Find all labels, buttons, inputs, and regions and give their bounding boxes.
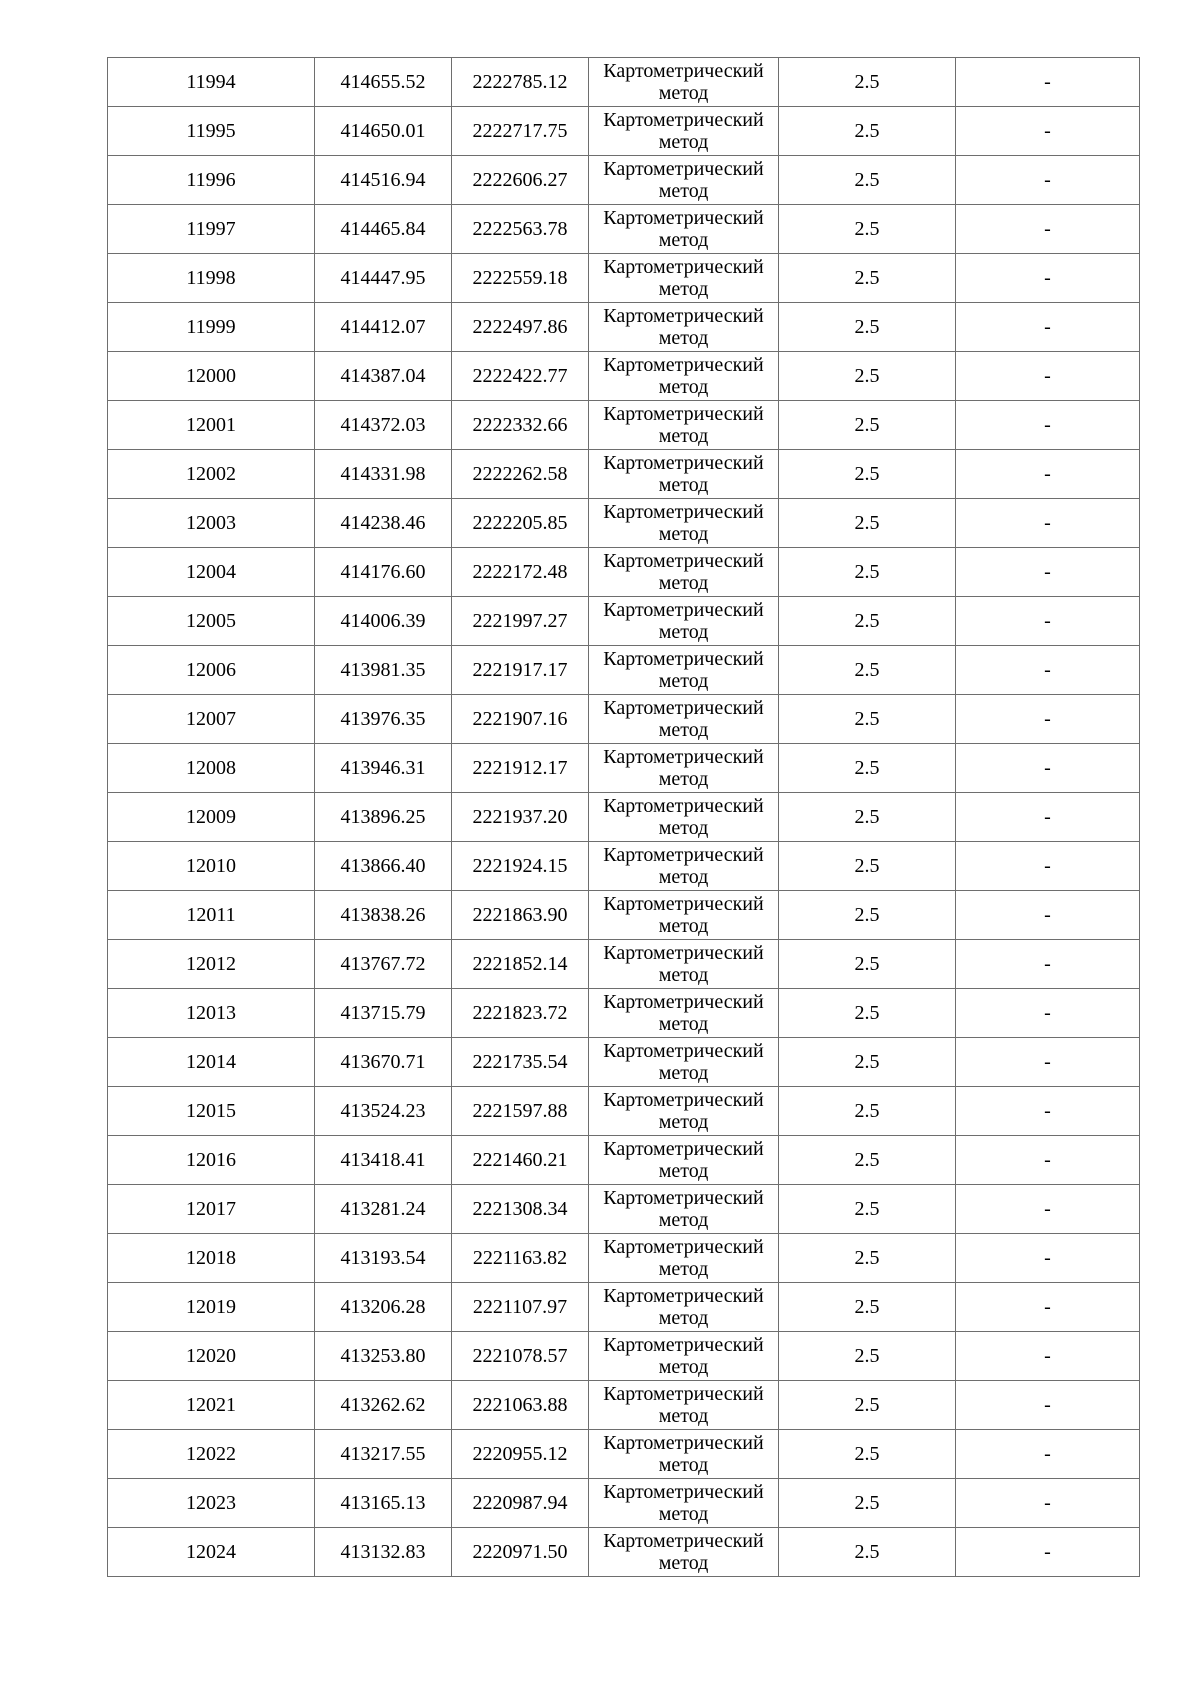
- method-line-1: Картометрический: [603, 795, 764, 817]
- accuracy-cell: 2.5: [779, 156, 956, 205]
- method-line-1: Картометрический: [603, 501, 764, 523]
- x-coordinate-cell: 414655.52: [315, 58, 452, 107]
- point-number-cell: 12023: [108, 1479, 315, 1528]
- method-line-1: Картометрический: [603, 452, 764, 474]
- point-number-cell: 12019: [108, 1283, 315, 1332]
- method-cell: [589, 597, 779, 646]
- point-number-cell: 12001: [108, 401, 315, 450]
- point-number-cell: 12000: [108, 352, 315, 401]
- method-line-1: Картометрический: [603, 1187, 764, 1209]
- method-line-2: метод: [658, 670, 709, 692]
- point-number-cell: 12018: [108, 1234, 315, 1283]
- accuracy-cell: 2.5: [779, 499, 956, 548]
- x-coordinate-cell: 414387.04: [315, 352, 452, 401]
- method-line-1: Картометрический: [603, 109, 764, 131]
- method-cell: [589, 450, 779, 499]
- y-coordinate-cell: 2221163.82: [452, 1234, 589, 1283]
- note-cell: -: [956, 205, 1140, 254]
- method-line-1: Картометрический: [603, 1285, 764, 1307]
- table-row: [108, 401, 1140, 450]
- method-line-1: Картометрический: [603, 844, 764, 866]
- x-coordinate-cell: 414412.07: [315, 303, 452, 352]
- point-number-cell: 12011: [108, 891, 315, 940]
- method-line-2: метод: [658, 768, 709, 790]
- point-number-cell: 12002: [108, 450, 315, 499]
- table-row: [108, 1136, 1140, 1185]
- method-line-2: метод: [658, 229, 709, 251]
- accuracy-cell: 2.5: [779, 352, 956, 401]
- method-line-1: Картометрический: [603, 599, 764, 621]
- accuracy-cell: 2.5: [779, 695, 956, 744]
- y-coordinate-cell: 2221823.72: [452, 989, 589, 1038]
- method-line-1: Картометрический: [603, 746, 764, 768]
- method-line-2: метод: [658, 1062, 709, 1084]
- method-line-1: Картометрический: [603, 1138, 764, 1160]
- method-cell: [589, 1283, 779, 1332]
- method-line-2: метод: [658, 327, 709, 349]
- method-cell: [589, 548, 779, 597]
- method-line-2: метод: [658, 1356, 709, 1378]
- x-coordinate-cell: 413206.28: [315, 1283, 452, 1332]
- point-number-cell: 12020: [108, 1332, 315, 1381]
- method-line-1: Картометрический: [603, 1481, 764, 1503]
- x-coordinate-cell: 413524.23: [315, 1087, 452, 1136]
- accuracy-cell: 2.5: [779, 1332, 956, 1381]
- x-coordinate-cell: 413217.55: [315, 1430, 452, 1479]
- accuracy-cell: 2.5: [779, 254, 956, 303]
- table-row: [108, 1038, 1140, 1087]
- accuracy-cell: 2.5: [779, 450, 956, 499]
- point-number-cell: 11996: [108, 156, 315, 205]
- accuracy-cell: 2.5: [779, 597, 956, 646]
- method-cell: [589, 156, 779, 205]
- method-cell: [589, 744, 779, 793]
- accuracy-cell: 2.5: [779, 744, 956, 793]
- accuracy-cell: 2.5: [779, 989, 956, 1038]
- table-row: [108, 842, 1140, 891]
- point-number-cell: 12014: [108, 1038, 315, 1087]
- y-coordinate-cell: 2221863.90: [452, 891, 589, 940]
- x-coordinate-cell: 413418.41: [315, 1136, 452, 1185]
- point-number-cell: 12005: [108, 597, 315, 646]
- x-coordinate-cell: 413165.13: [315, 1479, 452, 1528]
- method-cell: [589, 499, 779, 548]
- y-coordinate-cell: 2222332.66: [452, 401, 589, 450]
- x-coordinate-cell: 413976.35: [315, 695, 452, 744]
- note-cell: -: [956, 499, 1140, 548]
- method-line-2: метод: [658, 1013, 709, 1035]
- method-line-1: Картометрический: [603, 1383, 764, 1405]
- method-line-1: Картометрический: [603, 305, 764, 327]
- note-cell: -: [956, 744, 1140, 793]
- method-cell: [589, 940, 779, 989]
- method-cell: [589, 352, 779, 401]
- note-cell: -: [956, 401, 1140, 450]
- coordinates-table: [107, 57, 1140, 1577]
- point-number-cell: 12010: [108, 842, 315, 891]
- point-number-cell: 12007: [108, 695, 315, 744]
- accuracy-cell: 2.5: [779, 107, 956, 156]
- note-cell: -: [956, 1087, 1140, 1136]
- method-cell: [589, 303, 779, 352]
- accuracy-cell: 2.5: [779, 793, 956, 842]
- accuracy-cell: 2.5: [779, 1479, 956, 1528]
- method-cell: [589, 107, 779, 156]
- method-line-2: метод: [658, 376, 709, 398]
- method-cell: [589, 58, 779, 107]
- x-coordinate-cell: 413838.26: [315, 891, 452, 940]
- x-coordinate-cell: 413715.79: [315, 989, 452, 1038]
- table-row: [108, 597, 1140, 646]
- method-line-1: Картометрический: [603, 648, 764, 670]
- method-line-2: метод: [658, 1454, 709, 1476]
- table-row: [108, 303, 1140, 352]
- method-line-1: Картометрический: [603, 991, 764, 1013]
- y-coordinate-cell: 2222785.12: [452, 58, 589, 107]
- method-line-1: Картометрический: [603, 158, 764, 180]
- method-line-1: Картометрический: [603, 550, 764, 572]
- table-row: [108, 107, 1140, 156]
- table-row: [108, 58, 1140, 107]
- table-row: [108, 254, 1140, 303]
- y-coordinate-cell: 2221937.20: [452, 793, 589, 842]
- x-coordinate-cell: 413132.83: [315, 1528, 452, 1577]
- point-number-cell: 12004: [108, 548, 315, 597]
- table-row: [108, 1185, 1140, 1234]
- note-cell: -: [956, 156, 1140, 205]
- method-cell: [589, 205, 779, 254]
- x-coordinate-cell: 413981.35: [315, 646, 452, 695]
- y-coordinate-cell: 2222262.58: [452, 450, 589, 499]
- table-row: [108, 1234, 1140, 1283]
- accuracy-cell: 2.5: [779, 58, 956, 107]
- note-cell: -: [956, 107, 1140, 156]
- x-coordinate-cell: 413896.25: [315, 793, 452, 842]
- note-cell: -: [956, 1479, 1140, 1528]
- x-coordinate-cell: 413767.72: [315, 940, 452, 989]
- table-row: [108, 499, 1140, 548]
- note-cell: -: [956, 1283, 1140, 1332]
- x-coordinate-cell: 414006.39: [315, 597, 452, 646]
- point-number-cell: 12016: [108, 1136, 315, 1185]
- y-coordinate-cell: 2221107.97: [452, 1283, 589, 1332]
- x-coordinate-cell: 413946.31: [315, 744, 452, 793]
- y-coordinate-cell: 2221924.15: [452, 842, 589, 891]
- method-cell: [589, 891, 779, 940]
- method-line-2: метод: [658, 572, 709, 594]
- method-line-1: Картометрический: [603, 403, 764, 425]
- point-number-cell: 11999: [108, 303, 315, 352]
- table-row: [108, 1381, 1140, 1430]
- method-line-1: Картометрический: [603, 893, 764, 915]
- note-cell: -: [956, 842, 1140, 891]
- accuracy-cell: 2.5: [779, 1430, 956, 1479]
- method-line-2: метод: [658, 523, 709, 545]
- y-coordinate-cell: 2221460.21: [452, 1136, 589, 1185]
- y-coordinate-cell: 2222497.86: [452, 303, 589, 352]
- method-line-2: метод: [658, 278, 709, 300]
- method-line-2: метод: [658, 1405, 709, 1427]
- method-line-1: Картометрический: [603, 256, 764, 278]
- note-cell: -: [956, 1381, 1140, 1430]
- note-cell: -: [956, 1185, 1140, 1234]
- note-cell: -: [956, 891, 1140, 940]
- note-cell: -: [956, 303, 1140, 352]
- point-number-cell: 12024: [108, 1528, 315, 1577]
- method-line-2: метод: [658, 866, 709, 888]
- method-line-2: метод: [658, 474, 709, 496]
- note-cell: -: [956, 1038, 1140, 1087]
- method-cell: [589, 1430, 779, 1479]
- coordinates-table-body: [108, 58, 1140, 1577]
- y-coordinate-cell: 2220955.12: [452, 1430, 589, 1479]
- table-row: [108, 1479, 1140, 1528]
- table-row: [108, 646, 1140, 695]
- method-line-1: Картометрический: [603, 1089, 764, 1111]
- method-line-1: Картометрический: [603, 697, 764, 719]
- method-cell: [589, 1381, 779, 1430]
- x-coordinate-cell: 414516.94: [315, 156, 452, 205]
- x-coordinate-cell: 413253.80: [315, 1332, 452, 1381]
- method-line-2: метод: [658, 1258, 709, 1280]
- table-row: [108, 548, 1140, 597]
- method-line-2: метод: [658, 1160, 709, 1182]
- method-line-2: метод: [658, 1111, 709, 1133]
- table-row: [108, 1283, 1140, 1332]
- accuracy-cell: 2.5: [779, 842, 956, 891]
- accuracy-cell: 2.5: [779, 1283, 956, 1332]
- point-number-cell: 12012: [108, 940, 315, 989]
- point-number-cell: 12003: [108, 499, 315, 548]
- method-cell: [589, 793, 779, 842]
- note-cell: -: [956, 1430, 1140, 1479]
- method-line-2: метод: [658, 915, 709, 937]
- method-line-2: метод: [658, 817, 709, 839]
- y-coordinate-cell: 2221735.54: [452, 1038, 589, 1087]
- method-line-1: Картометрический: [603, 942, 764, 964]
- method-cell: [589, 254, 779, 303]
- point-number-cell: 12013: [108, 989, 315, 1038]
- table-row: [108, 940, 1140, 989]
- x-coordinate-cell: 413193.54: [315, 1234, 452, 1283]
- point-number-cell: 12015: [108, 1087, 315, 1136]
- table-row: [108, 352, 1140, 401]
- y-coordinate-cell: 2222717.75: [452, 107, 589, 156]
- table-row: [108, 205, 1140, 254]
- y-coordinate-cell: 2221078.57: [452, 1332, 589, 1381]
- method-line-1: Картометрический: [603, 1530, 764, 1552]
- method-line-1: Картометрический: [603, 207, 764, 229]
- accuracy-cell: 2.5: [779, 1087, 956, 1136]
- note-cell: -: [956, 352, 1140, 401]
- accuracy-cell: 2.5: [779, 303, 956, 352]
- table-row: [108, 450, 1140, 499]
- method-line-1: Картометрический: [603, 1236, 764, 1258]
- note-cell: -: [956, 695, 1140, 744]
- table-row: [108, 1528, 1140, 1577]
- y-coordinate-cell: 2221912.17: [452, 744, 589, 793]
- note-cell: -: [956, 1332, 1140, 1381]
- y-coordinate-cell: 2221997.27: [452, 597, 589, 646]
- method-cell: [589, 842, 779, 891]
- table-row: [108, 1087, 1140, 1136]
- y-coordinate-cell: 2220971.50: [452, 1528, 589, 1577]
- x-coordinate-cell: 413670.71: [315, 1038, 452, 1087]
- y-coordinate-cell: 2221597.88: [452, 1087, 589, 1136]
- note-cell: -: [956, 793, 1140, 842]
- point-number-cell: 11994: [108, 58, 315, 107]
- point-number-cell: 12021: [108, 1381, 315, 1430]
- accuracy-cell: 2.5: [779, 1234, 956, 1283]
- note-cell: -: [956, 58, 1140, 107]
- point-number-cell: 11995: [108, 107, 315, 156]
- accuracy-cell: 2.5: [779, 1136, 956, 1185]
- x-coordinate-cell: 414176.60: [315, 548, 452, 597]
- y-coordinate-cell: 2222422.77: [452, 352, 589, 401]
- y-coordinate-cell: 2221907.16: [452, 695, 589, 744]
- method-cell: [589, 401, 779, 450]
- method-line-2: метод: [658, 131, 709, 153]
- method-cell: [589, 989, 779, 1038]
- method-cell: [589, 1528, 779, 1577]
- method-line-2: метод: [658, 621, 709, 643]
- x-coordinate-cell: 414331.98: [315, 450, 452, 499]
- method-line-2: метод: [658, 1503, 709, 1525]
- table-row: [108, 156, 1140, 205]
- accuracy-cell: 2.5: [779, 1038, 956, 1087]
- method-line-2: метод: [658, 180, 709, 202]
- y-coordinate-cell: 2222559.18: [452, 254, 589, 303]
- table-row: [108, 891, 1140, 940]
- method-line-1: Картометрический: [603, 1334, 764, 1356]
- accuracy-cell: 2.5: [779, 548, 956, 597]
- accuracy-cell: 2.5: [779, 205, 956, 254]
- note-cell: -: [956, 254, 1140, 303]
- method-cell: [589, 646, 779, 695]
- method-line-1: Картометрический: [603, 354, 764, 376]
- table-row: [108, 695, 1140, 744]
- y-coordinate-cell: 2221917.17: [452, 646, 589, 695]
- method-line-2: метод: [658, 1209, 709, 1231]
- table-row: [108, 1430, 1140, 1479]
- x-coordinate-cell: 414650.01: [315, 107, 452, 156]
- accuracy-cell: 2.5: [779, 646, 956, 695]
- x-coordinate-cell: 413262.62: [315, 1381, 452, 1430]
- x-coordinate-cell: 413281.24: [315, 1185, 452, 1234]
- y-coordinate-cell: 2222563.78: [452, 205, 589, 254]
- note-cell: -: [956, 597, 1140, 646]
- y-coordinate-cell: 2222205.85: [452, 499, 589, 548]
- method-line-2: метод: [658, 964, 709, 986]
- point-number-cell: 12022: [108, 1430, 315, 1479]
- y-coordinate-cell: 2222172.48: [452, 548, 589, 597]
- note-cell: -: [956, 989, 1140, 1038]
- accuracy-cell: 2.5: [779, 401, 956, 450]
- note-cell: -: [956, 646, 1140, 695]
- point-number-cell: 11998: [108, 254, 315, 303]
- accuracy-cell: 2.5: [779, 891, 956, 940]
- method-line-1: Картометрический: [603, 60, 764, 82]
- method-line-2: метод: [658, 1552, 709, 1574]
- table-row: [108, 793, 1140, 842]
- x-coordinate-cell: 414238.46: [315, 499, 452, 548]
- x-coordinate-cell: 413866.40: [315, 842, 452, 891]
- x-coordinate-cell: 414372.03: [315, 401, 452, 450]
- note-cell: -: [956, 1136, 1140, 1185]
- y-coordinate-cell: 2221308.34: [452, 1185, 589, 1234]
- note-cell: -: [956, 450, 1140, 499]
- accuracy-cell: 2.5: [779, 1528, 956, 1577]
- x-coordinate-cell: 414465.84: [315, 205, 452, 254]
- method-cell: [589, 1038, 779, 1087]
- note-cell: -: [956, 548, 1140, 597]
- method-cell: [589, 1087, 779, 1136]
- method-cell: [589, 1332, 779, 1381]
- method-line-1: Картометрический: [603, 1432, 764, 1454]
- method-cell: [589, 1185, 779, 1234]
- method-cell: [589, 1234, 779, 1283]
- accuracy-cell: 2.5: [779, 1185, 956, 1234]
- accuracy-cell: 2.5: [779, 1381, 956, 1430]
- y-coordinate-cell: 2220987.94: [452, 1479, 589, 1528]
- method-cell: [589, 1136, 779, 1185]
- method-line-2: метод: [658, 1307, 709, 1329]
- method-cell: [589, 695, 779, 744]
- method-line-2: метод: [658, 82, 709, 104]
- point-number-cell: 12009: [108, 793, 315, 842]
- point-number-cell: 12017: [108, 1185, 315, 1234]
- table-row: [108, 989, 1140, 1038]
- accuracy-cell: 2.5: [779, 940, 956, 989]
- note-cell: -: [956, 940, 1140, 989]
- method-line-1: Картометрический: [603, 1040, 764, 1062]
- point-number-cell: 12006: [108, 646, 315, 695]
- note-cell: -: [956, 1234, 1140, 1283]
- method-line-2: метод: [658, 425, 709, 447]
- note-cell: -: [956, 1528, 1140, 1577]
- x-coordinate-cell: 414447.95: [315, 254, 452, 303]
- method-cell: [589, 1479, 779, 1528]
- point-number-cell: 11997: [108, 205, 315, 254]
- method-line-2: метод: [658, 719, 709, 741]
- y-coordinate-cell: 2222606.27: [452, 156, 589, 205]
- y-coordinate-cell: 2221852.14: [452, 940, 589, 989]
- table-row: [108, 1332, 1140, 1381]
- point-number-cell: 12008: [108, 744, 315, 793]
- table-row: [108, 744, 1140, 793]
- y-coordinate-cell: 2221063.88: [452, 1381, 589, 1430]
